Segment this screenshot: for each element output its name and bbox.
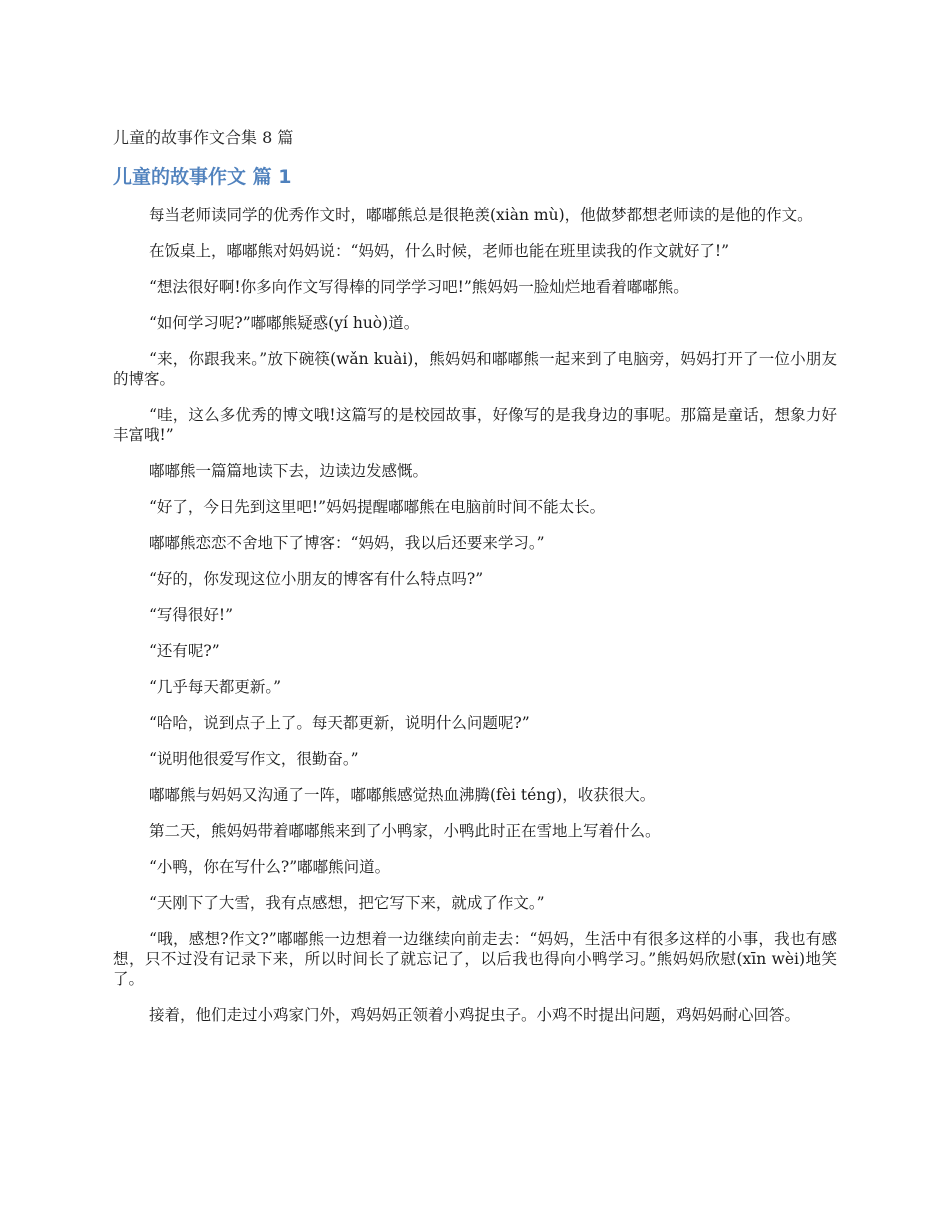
paragraph: “几乎每天都更新。” bbox=[149, 678, 282, 696]
paragraph: 嘟嘟熊一篇篇地读下去，边读边发感慨。 bbox=[149, 462, 429, 480]
paragraph: “小鸭，你在写什么?”嘟嘟熊问道。 bbox=[149, 858, 391, 876]
paragraph: “天刚下了大雪，我有点感想，把它写下来，就成了作文。” bbox=[149, 894, 545, 912]
paragraph: 嘟嘟熊与妈妈又沟通了一阵，嘟嘟熊感觉热血沸腾(fèi téng)，收获很大。 bbox=[149, 786, 656, 804]
paragraph: “哈哈，说到点子上了。每天都更新，说明什么问题呢?” bbox=[149, 714, 530, 732]
story-body bbox=[113, 205, 837, 1041]
section-heading: 儿童的故事作文 篇 1 bbox=[113, 166, 292, 188]
paragraph: 在饭桌上，嘟嘟熊对妈妈说：“妈妈，什么时候，老师也能在班里读我的作文就好了!” bbox=[149, 242, 730, 260]
paragraph: “哇，这么多优秀的博文哦!这篇写的是校园故事，好像写的是我身边的事呢。那篇是童话，想象力好丰富哦!” bbox=[113, 406, 837, 444]
paragraph: “如何学习呢?”嘟嘟熊疑惑(yí huò)道。 bbox=[149, 314, 420, 332]
paragraph: “哦，感想?作文?”嘟嘟熊一边想着一边继续向前走去：“妈妈，生活中有很多这样的小事，我也有感想，只不过没有记录下来，所以时间长了就忘记了，以后我也得向小鸭学习。”熊妈妈欣慰(xīn wèi)地笑了。 bbox=[113, 930, 837, 988]
paragraph: 嘟嘟熊恋恋不舍地下了博客：“妈妈，我以后还要来学习。” bbox=[149, 534, 545, 552]
paragraph: “写得很好!” bbox=[149, 606, 234, 624]
paragraph: 接着，他们走过小鸡家门外，鸡妈妈正领着小鸡捉虫子。小鸡不时提出问题，鸡妈妈耐心回答。 bbox=[149, 1006, 801, 1024]
paragraph: “还有呢?” bbox=[149, 642, 220, 660]
paragraph: “好的，你发现这位小朋友的博客有什么特点吗?” bbox=[149, 570, 484, 588]
paragraph: “来，你跟我来。”放下碗筷(wǎn kuài)，熊妈妈和嘟嘟熊一起来到了电脑旁，妈妈打开了一位小朋友的博客。 bbox=[113, 350, 837, 388]
paragraph: “好了，今日先到这里吧!”妈妈提醒嘟嘟熊在电脑前时间不能太长。 bbox=[149, 498, 606, 516]
paragraph: 每当老师读同学的优秀作文时，嘟嘟熊总是很艳羡(xiàn mù)，他做梦都想老师读的是他的作文。 bbox=[149, 206, 813, 224]
paragraph: “说明他很爱写作文，很勤奋。” bbox=[149, 750, 359, 768]
paragraph: “想法很好啊!你多向作文写得棒的同学学习吧!”熊妈妈一脸灿烂地看着嘟嘟熊。 bbox=[149, 278, 689, 296]
paragraph: 第二天，熊妈妈带着嘟嘟熊来到了小鸭家，小鸭此时正在雪地上写着什么。 bbox=[149, 822, 661, 840]
document-title: 儿童的故事作文合集 8 篇 bbox=[113, 128, 294, 147]
